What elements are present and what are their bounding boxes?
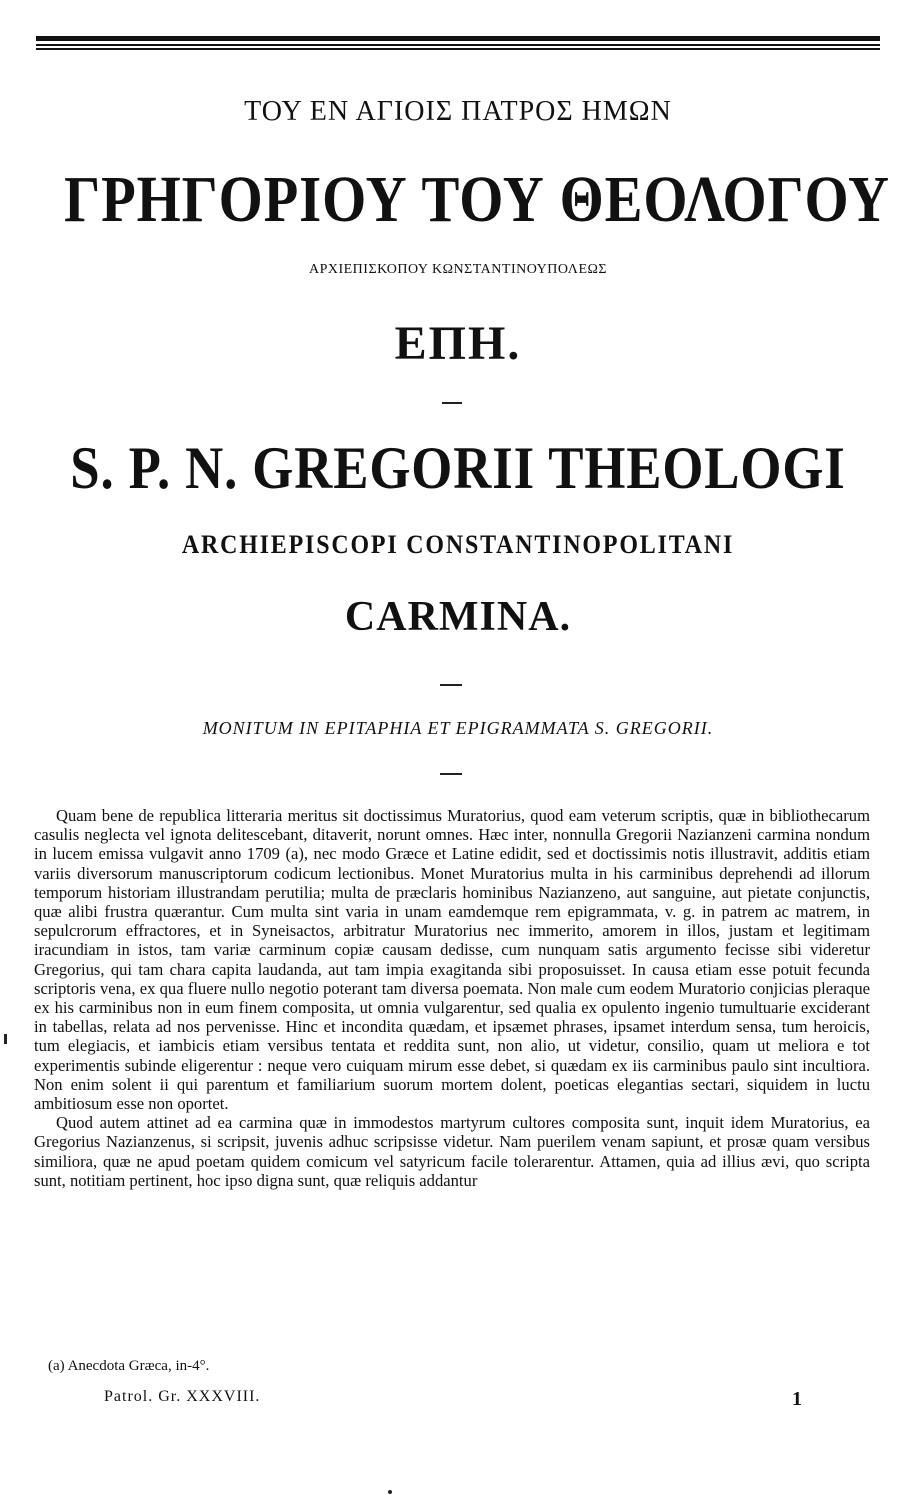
- separator-dash: [442, 402, 462, 404]
- page-number: 1: [792, 1388, 802, 1410]
- latin-title: S. P. N. GREGORII THEOLOGI: [70, 435, 846, 501]
- separator-dash: [440, 684, 462, 686]
- paragraph-1: Quam bene de republica litteraria meritus sit doctissimus Muratorius, quod eam veterum scriptis, quæ in bibliothecarum casulis neglecta vel ignota delitescebant, ditaverit, norunt omnes. Hæc inter, nonnulla Gregorii Nazianzeni carmina nondum in lucem emissa vulgavit anno 1709 (a), nec modo Græce et Latine edidit, sed et doctissimis notis illustravit, additis etiam variis diversorum manuscriptorum codicum lectionibus. Monet Muratorius multa in his carminibus deprehendi ad illorum temporum historiam illustrandam perutilia; multa de præclaris hominibus Nazianzeno, aut sanguine, aut pietate conjunctis, quæ alibi frustra quærantur. Cum multa sint varia in unam eamdemque rem epigrammata, v. g. in patrem ac matrem, in sepulcrorum effractores, et in Syneisactos, arbitratur Muratorius nec immerito, amorem in illos, justam et legitimam iracundiam in istos, tam variæ carminum copiæ causam dedisse, cum nunquam satis argumento fecisse sibi videretur Gregorius, qui tam chara capita laudanda, aut tam impia exagitanda sibi proposuisset. In causa etiam esse potuit fecunda scriptoris vena, ex qua fluere nullo negotio poterant tam diversa poemata. Non male cum eodem Muratorio conjicias pleraque ex his carminibus non in eum finem composita, ut omnia vulgarentur, sed qualia ex opulento ingenio tumultuarie exciderant in tabellas, relata ad nos pervenisse. Hinc et incondita quædam, et ipsæmet phrases, ipsamet interdum sensa, tum heroicis, tum elegiacis, et iambicis etiam versibus tentata et reddita sunt, non alio, ut videtur, consilio, quam ut meliora e tot experimentis subinde eligerentur : neque vero cuiquam mirum esse debet, si quædam ex iis carminibus paulo sint incultiora. Non enim solent ii qui parentum et familiarium suorum mortem dolent, poeticas elegantias sectari, siquidem in luctu ambitiosum esse non oportet.: [34, 806, 870, 1114]
- body-text: [34, 806, 870, 1190]
- greek-subtitle: ΑΡΧΙΕΠΙΣΚΟΠΟΥ ΚΩΝΣΤΑΝΤΙΝΟΥΠΟΛΕΩΣ: [308, 262, 608, 277]
- top-double-rule: [36, 36, 880, 50]
- print-speck: [388, 1490, 392, 1494]
- greek-title: ΓΡΗΓΟΡΙΟΥ ΤΟΥ ΘΕΟΛΟΓΟΥ: [64, 163, 890, 236]
- paragraph-2: Quod autem attinet ad ea carmina quæ in immodestos martyrum cultores composita sunt, inquit idem Muratorius, ea Gregorius Nazianzenus, si scripsit, juvenis adhuc scripsisse videtur. Nam puerilem venam sapiunt, et prosæ quam versibus similiora, quæ ne apud poetam quidem comicum vel satyricum facile tolerarentur. Attamen, quia ad illius ævi, quo scripta sunt, notitiam pertinent, hoc ipso digna sunt, quæ reliquis addantur: [34, 1113, 870, 1190]
- latin-work-title: CARMINA.: [344, 594, 572, 640]
- signature-line: Patrol. Gr. XXXVIII.: [104, 1388, 261, 1405]
- greek-heading-line: ΤΟΥ ΕΝ ΑΓΙΟΙΣ ΠΑΤΡΟΣ ΗΜΩΝ: [244, 96, 672, 127]
- separator-dash: [440, 773, 462, 775]
- footnote: (a) Anecdota Græca, in-4°.: [48, 1358, 210, 1374]
- monitum-heading: MONITUM IN EPITAPHIA ET EPIGRAMMATA S. GREGORII.: [202, 718, 714, 738]
- margin-mark: [4, 1034, 7, 1044]
- latin-subtitle: ARCHIEPISCOPI CONSTANTINOPOLITANI: [181, 530, 735, 559]
- greek-work-title: ΕΠΗ.: [394, 317, 522, 370]
